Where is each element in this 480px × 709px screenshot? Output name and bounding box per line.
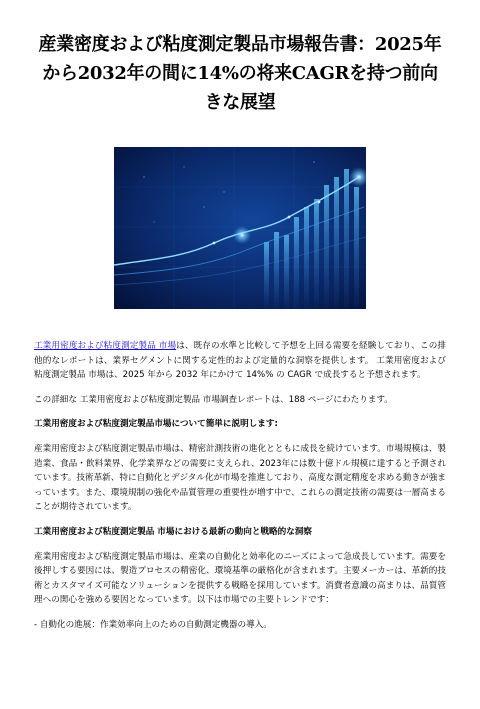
intro-paragraph [34,339,446,383]
overview-paragraph: 産業用密度および粘度測定製品市場は、精密計測技術の進化とともに成長を続けています。市場規模は、製造業、食品・飲料業界、化学業界などの需要に支えられ、2023年には数十億ドル規模に達すると予測されています。技術革新、特に自動化とデジタル化が市場を推進しており、高度な測定精度を求める動きが強まっています。また、環境規制の強化や品質管理の重要性が増す中で、これらの測定技術の需要は一層高まることが期待されています。 [34,443,446,513]
section-heading-trends: 工業用密度および粘度測定製品 市場における最新の動向と戦略的な洞察 [34,526,312,537]
report-pages-paragraph: この詳細な 工業用密度および粘度測定製品 市場調査レポートは、188 ページにわたります。 [34,394,393,405]
page-title: 産業密度および粘度測定製品市場報告書：2025年から2032年の間に14%の将来CAGRを持つ前向きな展望 [38,34,442,113]
intro-text: は、既存の水準と比較して予想を上回る需要を経験しており、この排他的なレポートは、業界セグメントに関する定性的および定量的な洞察を提供します。 工業用密度および粘度測定製品 市場は、2025 年から 2032 年にかけて 14%% の CAGR で成長すると予想されます。 [34,341,446,381]
section-heading-overview: 工業用密度および粘度測定製品市場について簡単に説明します: [34,419,278,430]
market-report-link[interactable]: 工業用密度および粘度測定製品 市場 [34,341,177,351]
document-page [0,30,480,709]
trends-paragraph: 産業用密度および粘度測定製品市場は、産業の自動化と効率化のニーズによって急成長しています。需要を後押しする要因には、製造プロセスの精密化、環境基準の厳格化が含まれます。主要メーカーは、革新的技術とカスタマイズ可能なソリューションを提供する戦略を採用しています。消費者意識の高まりは、品質管理への関心を強める要因となっています。以下は市場での主要トレンドです： [34,551,446,606]
list-item: - 自動化の進展：作業効率向上のための自動測定機器の導入。 [34,619,272,630]
rising-graph-hero-image [114,147,366,309]
